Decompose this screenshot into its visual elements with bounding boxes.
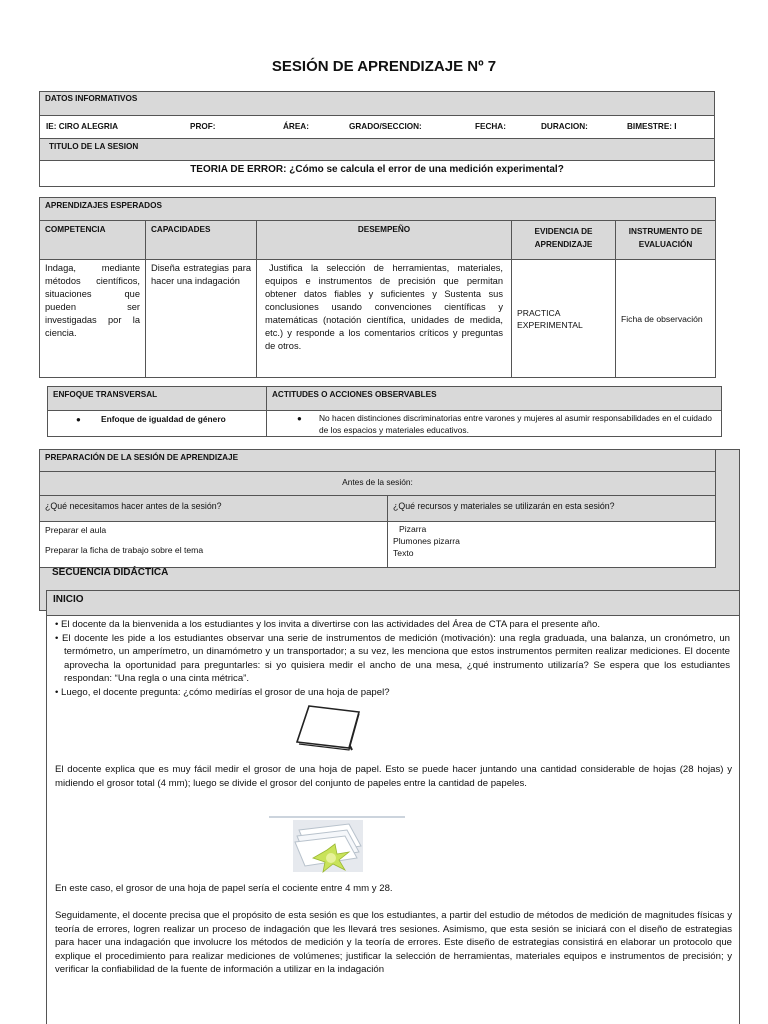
- quotient-paragraph: En este caso, el grosor de una hoja de papel sería el cociente entre 4 mm y 28.: [55, 883, 393, 894]
- capacidades-cell: Diseña estrategias para hacer una indagación: [146, 260, 257, 378]
- explanation-paragraph: El docente explica que es muy fácil medir el grosor de una hoja de papel. Esto se puede hacer juntando una cantidad considerable de hojas (28 hojas) y midiendo el grosor total (4 mm); luego se divide el grosor del conjunto de papeles entre la cantidad de papeles.: [55, 764, 732, 789]
- page-title: SESIÓN DE APRENDIZAJE Nº 7: [271, 58, 497, 75]
- evidencia-cell: PRACTICA EXPERIMENTAL: [512, 260, 616, 378]
- hacer-item: Preparar el aula: [45, 525, 107, 535]
- secuencia-header: SECUENCIA DIDÁCTICA: [52, 567, 169, 578]
- competencia-cell: Indaga, mediante métodos científicos, situaciones que pueden ser investigadas por la ciencia.: [40, 260, 146, 378]
- bullet-item: • Luego, el docente pregunta: ¿cómo medirías el grosor de una hoja de papel?: [55, 686, 390, 698]
- aprendizajes-table: [39, 197, 716, 378]
- col-enfoque: ENFOQUE TRANSVERSAL: [48, 387, 267, 411]
- recursos-item: Texto: [393, 548, 414, 558]
- bullet-text: Luego, el docente pregunta: ¿cómo medirías el grosor de una hoja de papel?: [61, 686, 390, 698]
- inicio-label: INICIO: [53, 594, 84, 605]
- enfoque-table: [47, 386, 722, 437]
- grado-field: GRADO/SECCION:: [349, 122, 422, 131]
- recursos-list: [388, 522, 716, 568]
- titulo-value: TEORIA DE ERROR: ¿Cómo se calcula el error de una medición experimental?: [40, 161, 715, 187]
- bimestre-field: BIMESTRE: I: [627, 122, 677, 131]
- bullet-item: • El docente les pide a los estudiantes observar una serie de instrumentos de medición (motivación): una regla graduada, una balanza, un cronómetro, un termómetro, un amperímetro, un dinamómetro y un transportador; a su vez, les menciona que estos instrumentos permiten realizar mediciones. El docente aprovecha la oportunidad para preguntarles: si yo quisiera medir el ancho de una mesa, ¿qué instrumento utilizaría? Se espera que los estudiantes respondan: “Una regla o una cinta métrica”.: [55, 632, 730, 685]
- col-capacidades: CAPACIDADES: [146, 221, 257, 260]
- fecha-field: FECHA:: [475, 122, 506, 131]
- titulo-label: TITULO DE LA SESION: [40, 139, 715, 161]
- col-competencia: COMPETENCIA: [40, 221, 146, 260]
- col-actitudes: ACTITUDES O ACCIONES OBSERVABLES: [267, 387, 722, 411]
- enfoque-item-text: Enfoque de igualdad de género: [101, 414, 226, 424]
- col-desempeno: DESEMPEÑO: [257, 221, 512, 260]
- purpose-paragraph: Seguidamente, el docente precisa que el propósito de esta sesión es que los estudiantes, a partir del estudio de métodos de medición de magnitudes físicas y teoría de errores, logren realizar un proceso de indagación que les llevará tres sesiones. Asimismo, que esta sesión se iniciará con el diseño de estrategias para hacer una indagación que involucre los métodos de medición y la teoría de errores. Este diseño de estrategias consistirá en elaborar un protocolo que explique el procedimiento para realizar mediciones de volúmenes; justificar la selección de herramientas, materiales equipos e instrumentos de precisión; y verificar la confiabilidad de la fuente de información a utilizar en la indagación: [55, 910, 732, 976]
- bullet-text: El docente da la bienvenida a los estudiantes y los invita a divertirse con las actividades del Área de CTA para el presente año.: [61, 619, 601, 630]
- actitud-item-text: No hacen distinciones discriminatorias entre varones y mujeres al asumir responsabilidades en el cuidado de los espacios y materiales educativos.: [319, 413, 712, 435]
- inicio-bullets: [55, 618, 730, 700]
- instrumento-cell: Ficha de observación: [616, 260, 716, 378]
- datos-informativos-table: [39, 91, 715, 187]
- paper-stack-image: [269, 816, 405, 878]
- area-field: ÁREA:: [283, 122, 309, 131]
- datos-row: [40, 116, 715, 139]
- paper-sheet-image: [293, 702, 383, 754]
- bullet-icon: ●: [297, 414, 302, 423]
- recursos-item: Pizarra: [399, 524, 427, 534]
- col-instrumento: INSTRUMENTO DE EVALUACIÓN: [616, 221, 716, 260]
- antes-label: Antes de la sesión:: [40, 472, 716, 496]
- q-hacer: ¿Qué necesitamos hacer antes de la sesión?: [40, 496, 388, 522]
- aprendizajes-header: APRENDIZAJES ESPERADOS: [40, 198, 716, 221]
- ie-field: IE: CIRO ALEGRIA: [46, 122, 119, 131]
- bullet-text: El docente les pide a los estudiantes observar una serie de instrumentos de medición (motivación): una regla graduada, una balanza, un cronómetro, un termómetro, un amperímetro, un dinamómetro y un transportador; a su vez, les menciona que estos instrumentos permiten realizar mediciones. El docente aprovecha la oportunidad para preguntarles: si yo quisiera medir el ancho de una mesa, ¿qué instrumento utilizaría? Se espera que los estudiantes respondan: “Una regla o una cinta métrica”.: [61, 632, 730, 685]
- preparacion-header: PREPARACIÓN DE LA SESIÓN DE APRENDIZAJE: [40, 450, 716, 472]
- datos-header: DATOS INFORMATIVOS: [40, 92, 715, 116]
- desempeno-cell: Justifica la selección de herramientas, materiales, equipos e instrumentos de precisión que permitan obtener datos fiables y suficientes y Sustenta sus conclusiones usando convenciones científicas y matemáticas (notación científica, unidades de medida, etc.) y responde a los comentarios críticos y preguntas de otros.: [257, 260, 512, 378]
- enfoque-item: [48, 411, 267, 437]
- bullet-icon: ●: [76, 415, 81, 424]
- inicio-content: [46, 615, 740, 1024]
- inicio-bar: [46, 590, 740, 616]
- prof-field: PROF:: [190, 122, 216, 131]
- hacer-item: Preparar la ficha de trabajo sobre el tema: [45, 545, 204, 555]
- q-recursos: ¿Qué recursos y materiales se utilizarán en esta sesión?: [388, 496, 716, 522]
- actitud-item: [267, 411, 722, 437]
- col-evidencia: EVIDENCIA DE APRENDIZAJE: [512, 221, 616, 260]
- duracion-field: DURACION:: [541, 122, 588, 131]
- preparacion-table: [39, 449, 716, 568]
- hacer-list: [40, 522, 388, 568]
- recursos-item: Plumones pizarra: [393, 536, 460, 546]
- bullet-item: • El docente da la bienvenida a los estudiantes y los invita a divertirse con las actividades del Área de CTA para el presente año.: [55, 619, 601, 630]
